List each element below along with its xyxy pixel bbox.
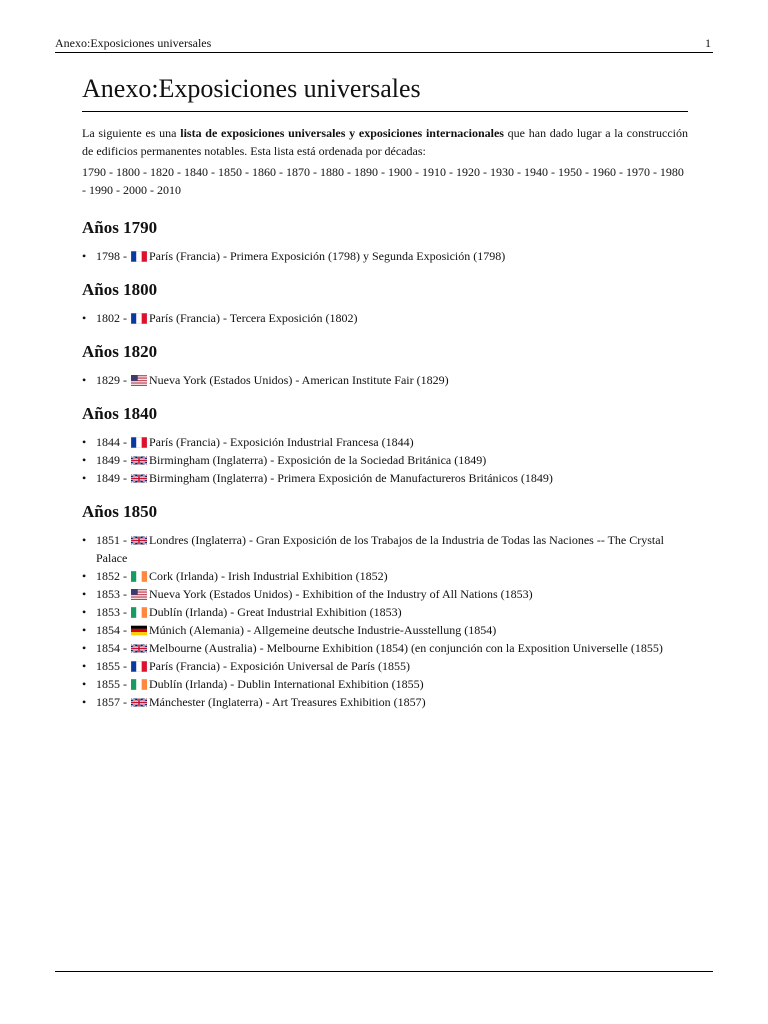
bullet-icon: • — [82, 373, 87, 387]
page-title: Anexo:Exposiciones universales — [82, 70, 688, 112]
exhibition-item — [82, 309, 688, 327]
exhibition-list — [82, 531, 688, 711]
intro-text-before: La siguiente es una — [82, 126, 181, 140]
exhibition-year: 1855 - — [96, 677, 130, 691]
bullet-icon: • — [82, 453, 87, 467]
exhibition-description[interactable]: Múnich (Alemania) - Allgemeine deutsche Industrie-Ausstellung (1854) — [149, 623, 497, 637]
exhibition-item — [82, 675, 688, 693]
usa-flag-icon — [131, 587, 147, 598]
exhibition-year: 1854 - — [96, 641, 130, 655]
exhibition-item — [82, 451, 688, 469]
exhibition-item — [82, 693, 688, 711]
exhibition-item — [82, 567, 688, 585]
exhibition-item — [82, 531, 688, 567]
bullet-icon: • — [82, 623, 87, 637]
section-heading: Años 1820 — [82, 342, 158, 361]
article-body — [82, 70, 688, 711]
france-flag-icon — [131, 311, 147, 322]
germany-flag-icon — [131, 623, 147, 634]
ireland-flag-icon — [131, 605, 147, 616]
bullet-icon: • — [82, 249, 87, 263]
exhibition-year: 1853 - — [96, 587, 130, 601]
exhibition-year: 1849 - — [96, 453, 130, 467]
exhibition-item — [82, 657, 688, 675]
bullet-icon: • — [82, 587, 87, 601]
france-flag-icon — [131, 435, 147, 446]
exhibition-item — [82, 621, 688, 639]
exhibition-description[interactable]: París (Francia) - Tercera Exposición (1802) — [149, 311, 358, 325]
exhibition-year: 1851 - — [96, 533, 130, 547]
exhibition-item — [82, 585, 688, 603]
exhibition-year: 1849 - — [96, 471, 130, 485]
exhibition-list — [82, 309, 688, 327]
bullet-icon: • — [82, 435, 87, 449]
bullet-icon: • — [82, 605, 87, 619]
exhibition-description[interactable]: Melbourne (Australia) - Melbourne Exhibition (1854) (en conjunción con la Exposition Universelle (1855) — [149, 641, 663, 655]
exhibition-list — [82, 371, 688, 389]
exhibition-item — [82, 603, 688, 621]
exhibition-description[interactable]: Dublín (Irlanda) - Great Industrial Exhibition (1853) — [149, 605, 402, 619]
exhibition-list — [82, 247, 688, 265]
exhibition-description[interactable]: París (Francia) - Exposición Universal de París (1855) — [149, 659, 410, 673]
decades-navigation: 1790 - 1800 - 1820 - 1840 - 1850 - 1860 - 1870 - 1880 - 1890 - 1900 - 1910 - 1920 - 1930 - 1940 - 1950 - 1960 - 1970 - 1980 - 1990 - 2000 - 2010 — [82, 165, 684, 197]
uk-flag-icon — [131, 695, 147, 706]
exhibition-list — [82, 433, 688, 487]
exhibition-description[interactable]: Dublín (Irlanda) - Dublin International Exhibition (1855) — [149, 677, 424, 691]
exhibition-year: 1844 - — [96, 435, 130, 449]
uk-flag-icon — [131, 533, 147, 544]
exhibition-description[interactable]: Cork (Irlanda) - Irish Industrial Exhibition (1852) — [149, 569, 388, 583]
exhibition-year: 1829 - — [96, 373, 130, 387]
bullet-icon: • — [82, 569, 87, 583]
usa-flag-icon — [131, 373, 147, 384]
exhibition-item — [82, 433, 688, 451]
exhibition-description[interactable]: París (Francia) - Primera Exposición (1798) y Segunda Exposición (1798) — [149, 249, 506, 263]
section-heading: Años 1790 — [82, 218, 158, 237]
france-flag-icon — [131, 249, 147, 260]
exhibition-description[interactable]: Nueva York (Estados Unidos) - American Institute Fair (1829) — [149, 373, 449, 387]
bullet-icon: • — [82, 533, 87, 547]
ireland-flag-icon — [131, 569, 147, 580]
intro-link-lista[interactable]: lista de exposiciones universales y exposiciones internacionales — [180, 126, 504, 140]
sections-container — [82, 217, 688, 711]
page-number: 1 — [705, 36, 711, 50]
exhibition-year: 1798 - — [96, 249, 130, 263]
exhibition-year: 1852 - — [96, 569, 130, 583]
exhibition-description[interactable]: Birmingham (Inglaterra) - Primera Exposición de Manufactureros Británicos (1849) — [149, 471, 553, 485]
section-heading: Años 1800 — [82, 280, 158, 299]
exhibition-item — [82, 469, 688, 487]
exhibition-year: 1854 - — [96, 623, 130, 637]
bullet-icon: • — [82, 695, 87, 709]
exhibition-year: 1857 - — [96, 695, 130, 709]
exhibition-item — [82, 639, 688, 657]
section-heading: Años 1840 — [82, 404, 158, 423]
france-flag-icon — [131, 659, 147, 670]
exhibition-year: 1853 - — [96, 605, 130, 619]
exhibition-description[interactable]: Nueva York (Estados Unidos) - Exhibition of the Industry of All Nations (1853) — [149, 587, 533, 601]
section-heading: Años 1850 — [82, 502, 158, 521]
exhibition-description[interactable]: Mánchester (Inglaterra) - Art Treasures Exhibition (1857) — [149, 695, 426, 709]
exhibition-year: 1855 - — [96, 659, 130, 673]
intro-paragraph — [82, 124, 688, 160]
footer-rule — [55, 971, 713, 972]
header-title: Anexo:Exposiciones universales — [55, 36, 212, 50]
exhibition-year: 1802 - — [96, 311, 130, 325]
uk-flag-icon — [131, 641, 147, 652]
intro-text-after: que han dado lugar a la construcción de edificios permanentes notables. Esta lista está ordenada por décadas: — [82, 126, 688, 158]
uk-flag-icon — [131, 453, 147, 464]
exhibition-description[interactable]: Londres (Inglaterra) - Gran Exposición de los Trabajos de la Industria de Todas las Naciones -- The Crystal Palace — [96, 533, 664, 565]
exhibition-item — [82, 247, 688, 265]
exhibition-item — [82, 371, 688, 389]
exhibition-description[interactable]: París (Francia) - Exposición Industrial Francesa (1844) — [149, 435, 414, 449]
bullet-icon: • — [82, 471, 87, 485]
bullet-icon: • — [82, 659, 87, 673]
exhibition-description[interactable]: Birmingham (Inglaterra) - Exposición de la Sociedad Británica (1849) — [149, 453, 487, 467]
bullet-icon: • — [82, 677, 87, 691]
uk-flag-icon — [131, 471, 147, 482]
bullet-icon: • — [82, 641, 87, 655]
bullet-icon: • — [82, 311, 87, 325]
running-header — [55, 36, 713, 53]
ireland-flag-icon — [131, 677, 147, 688]
